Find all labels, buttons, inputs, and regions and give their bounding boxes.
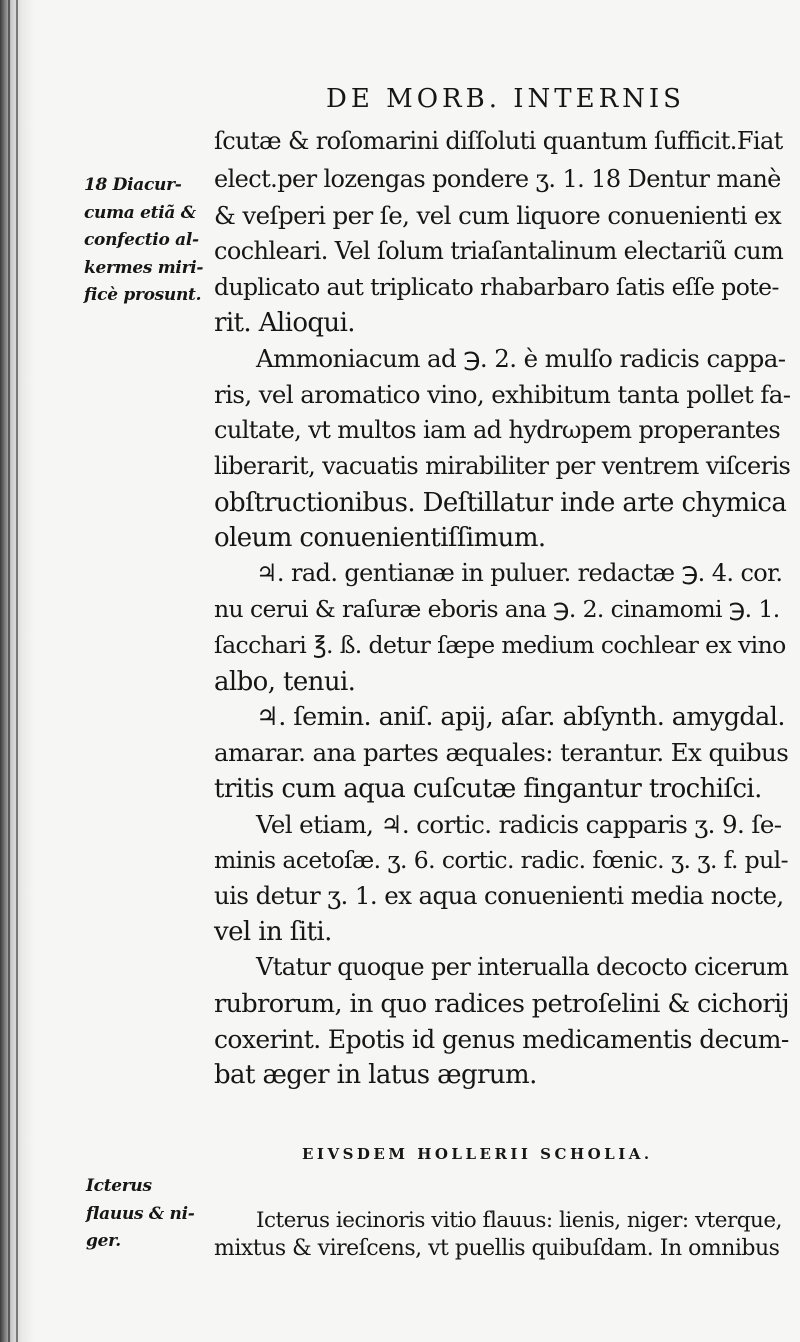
margin-note-line: cuma etiã & bbox=[84, 202, 196, 223]
page-edge-line bbox=[16, 0, 18, 1342]
text-line: ſacchari ℥. ß. detur ſæpe medium cochlear ex vino bbox=[214, 631, 786, 659]
text-line: tritis cum aqua cuſcutæ fingantur trochiſci. bbox=[214, 774, 762, 804]
text-line: vel in ſiti. bbox=[214, 917, 332, 947]
margin-note-icterus bbox=[86, 1173, 195, 1256]
margin-note-diacurcuma bbox=[84, 172, 203, 310]
text-line: albo, tenui. bbox=[214, 667, 356, 697]
page-edge-line bbox=[8, 0, 10, 1342]
text-line: ſcutæ & roſomarini diſſoluti quantum ſufficit.Fiat bbox=[214, 127, 783, 155]
text-line: nu cerui & raſuræ eboris ana ℈. 2. cinamomi ℈. 1. bbox=[214, 595, 780, 623]
running-header: DE MORB. INTERNIS bbox=[326, 84, 685, 114]
text-line: rit. Alioqui. bbox=[214, 308, 355, 338]
text-line: Vel etiam, ♃. cortic. radicis capparis ʒ. 9. ſe- bbox=[256, 810, 782, 839]
text-line: rubrorum, in quo radices petroſelini & cichorij bbox=[214, 989, 789, 1019]
margin-note-line: ficè prosunt. bbox=[84, 285, 202, 305]
margin-note-line: kermes miri- bbox=[84, 257, 204, 278]
section-heading: EIVSDEM HOLLERII SCHOLIA. bbox=[302, 1145, 653, 1163]
margin-note-line: confectio al- bbox=[84, 230, 199, 250]
text-line: Vtatur quoque per interualla decocto cicerum bbox=[256, 953, 789, 981]
margin-note-line: 18 Diacur- bbox=[84, 175, 182, 195]
text-line: coxerint. Epotis id genus medicamentis decum- bbox=[214, 1025, 789, 1054]
text-line: elect.per lozengas pondere ʒ. 1. 18 Dentur manè bbox=[214, 165, 781, 193]
text-line: Ammoniacum ad ℈. 2. è mulſo radicis cappa- bbox=[256, 344, 786, 373]
text-line: mixtus & vireſcens, vt puellis quibuſdam. In omnibus bbox=[214, 1236, 780, 1261]
text-line: cultate, vt multos iam ad hydrωpem properantes bbox=[214, 416, 781, 444]
text-line: liberarit, vacuatis mirabiliter per ventrem viſceris bbox=[214, 452, 791, 480]
text-line: bat æger in latus ægrum. bbox=[214, 1060, 537, 1090]
text-line: amarar. ana partes æquales: terantur. Ex quibus bbox=[214, 738, 789, 767]
text-line: minis acetoſæ. ʒ. 6. cortic. radic. fœnic. ʒ. ʒ. f. pul- bbox=[214, 846, 788, 874]
text-line: ♃. ſemin. aniſ. apij, aſar. abſynth. amygdal. bbox=[256, 702, 785, 732]
text-line: & veſperi per ſe, vel cum liquore conuenienti ex bbox=[214, 201, 782, 230]
text-line: ♃. rad. gentianæ in puluer. redactæ ℈. 4. cor. bbox=[256, 559, 783, 587]
text-line: duplicato aut triplicato rhabarbaro ſatis eſſe pote- bbox=[214, 273, 779, 301]
text-line: cochleari. Vel ſolum triaſantalinum electariũ cum bbox=[214, 237, 784, 265]
text-line: ris, vel aromatico vino, exhibitum tanta pollet fa- bbox=[214, 380, 791, 409]
text-line: obſtructionibus. Deſtillatur inde arte chymica bbox=[214, 488, 787, 518]
text-line: oleum conuenientiſſimum. bbox=[214, 523, 546, 553]
margin-note-line: Icterus bbox=[86, 1176, 152, 1196]
text-line: uis detur ʒ. 1. ex aqua conuenienti media nocte, bbox=[214, 881, 784, 910]
text-line: Icterus iecinoris vitio flauus: lienis, niger: vterque, bbox=[256, 1208, 782, 1233]
margin-note-line: ger. bbox=[86, 1231, 121, 1251]
margin-note-line: flauus & ni- bbox=[86, 1203, 195, 1224]
